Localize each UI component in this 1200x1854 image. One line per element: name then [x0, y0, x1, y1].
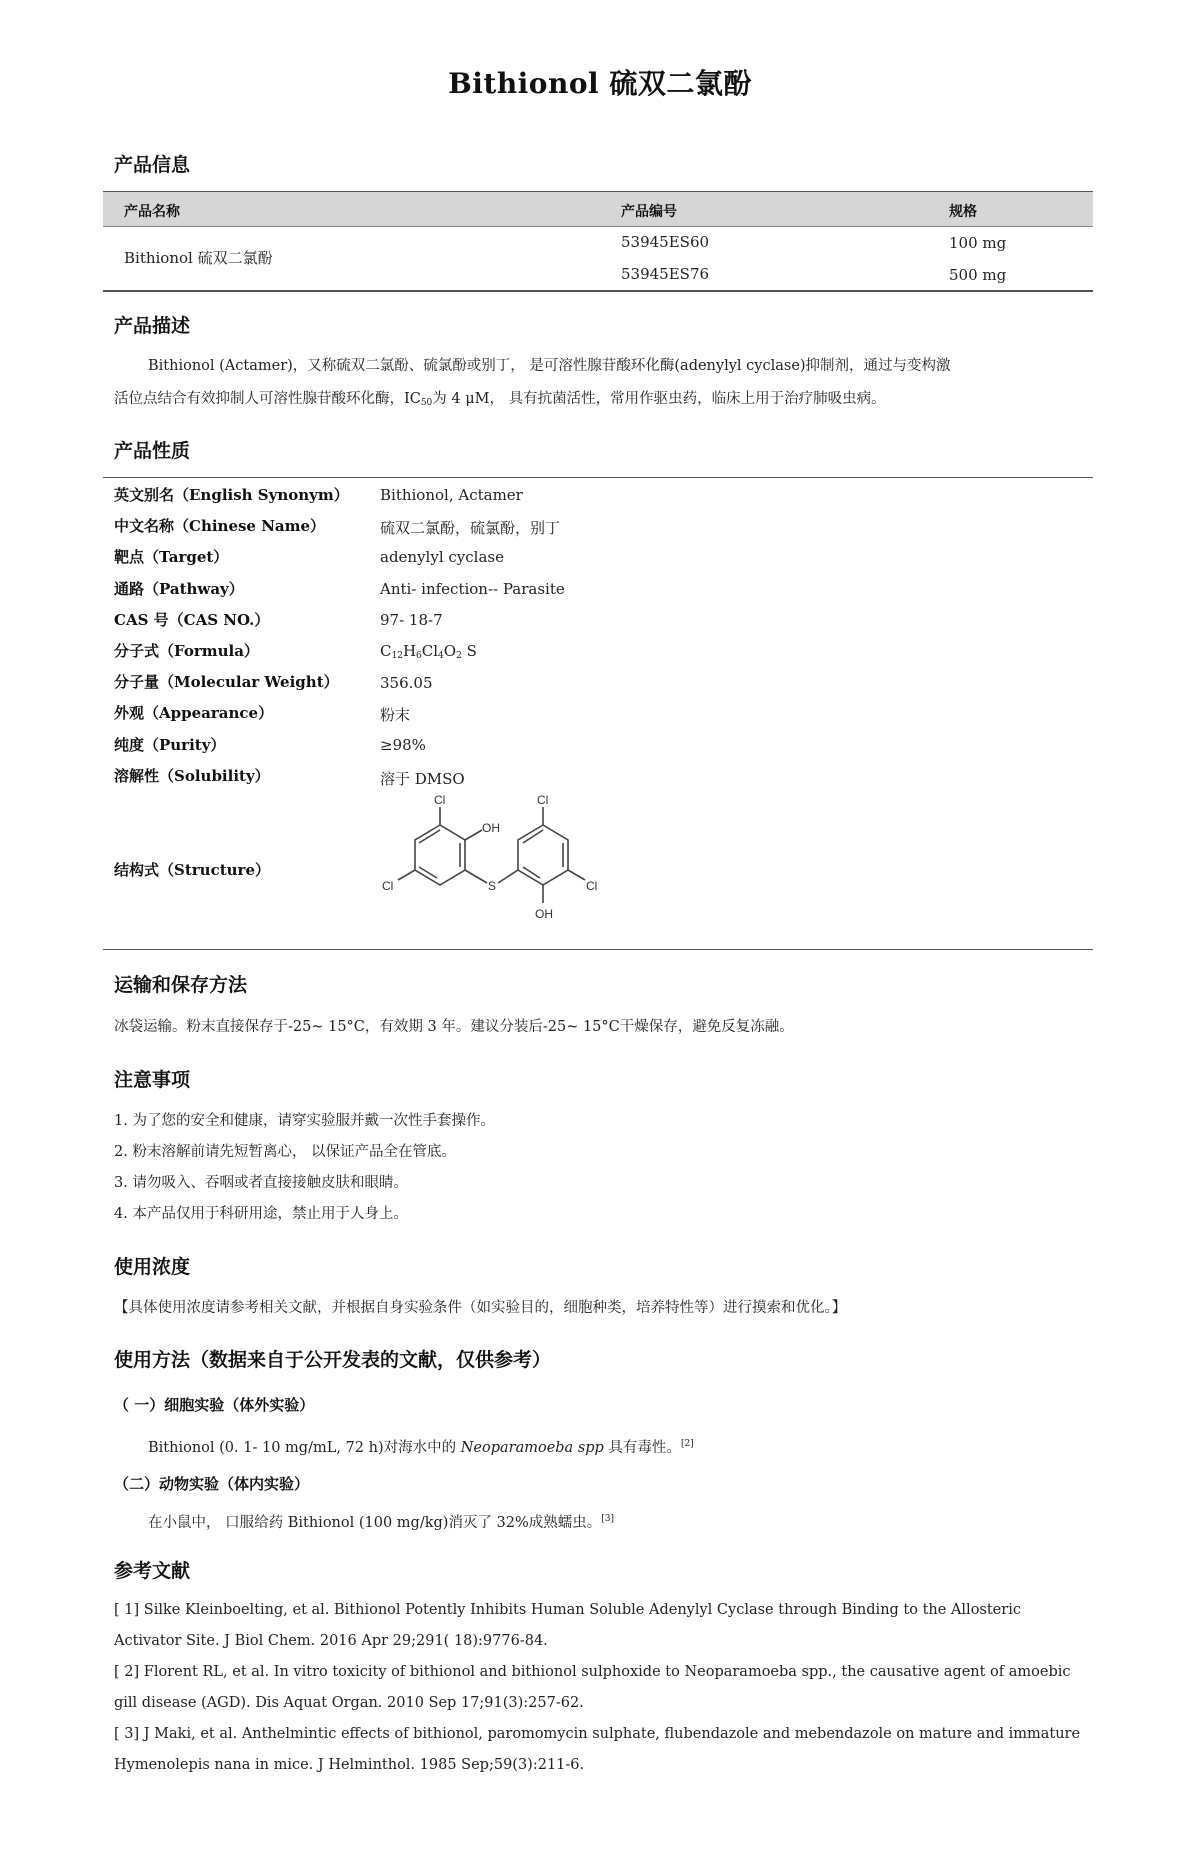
chemical-structure-diagram [370, 795, 620, 935]
section-product-info: 产品信息 [114, 154, 191, 176]
description-line-1: Bithionol (Actamer)，又称硫双二氯酚、硫氯酚或别丁， 是可溶性腺苷酸环化酶(adenylyl cyclase)抑制剂，通过与变构激 [148, 358, 951, 374]
section-description: 产品描述 [114, 315, 191, 337]
note-item-1: 1. 为了您的安全和健康，请穿实验服并戴一次性手套操作。 [114, 1113, 495, 1129]
prop-label-synonym: 英文别名（English Synonym） [114, 486, 349, 504]
prop-label-pathway: 通路（Pathway） [114, 580, 244, 598]
concentration-text: 【具体使用浓度请参考相关文献，并根据自身实验条件（如实验目的，细胞种类，培养特性等）进行摸索和优化。】 [114, 1300, 847, 1316]
atom-oh-left: OH [482, 821, 500, 835]
page-title: Bithionol 硫双二氯酚 [448, 67, 752, 100]
note-item-4: 4. 本产品仅用于科研用途，禁止用于人身上。 [114, 1206, 408, 1222]
prop-label-chinese-name: 中文名称（Chinese Name） [114, 517, 326, 535]
atom-oh-bottom: OH [535, 907, 553, 921]
atom-cl-bottom-left: Cl [382, 879, 394, 893]
section-properties: 产品性质 [114, 440, 191, 462]
citation-3: [3] [601, 1514, 615, 1524]
description-line-2: 活位点结合有效抑制人可溶性腺苷酸环化酶，$IC_{50}$为 4 μM， 具有抗菌活性，常用作驱虫药，临床上用于治疗肺吸虫病。 [114, 391, 886, 408]
prop-label-solubility: 溶解性（Solubility） [114, 767, 270, 785]
usage-animal-text: 在小鼠中， 口服给药 Bithionol (100 mg/kg)消灭了 32%成熟蠕虫。[3] [148, 1514, 615, 1531]
prop-value-mw: 356.05 [380, 674, 433, 692]
atom-cl-top-left: Cl [434, 795, 446, 807]
prop-value-appearance: 粉末 [380, 706, 411, 724]
atom-s: S [488, 879, 497, 893]
prop-value-pathway: Anti- infection-- Parasite [380, 580, 565, 598]
product-spec-1: 100 mg [949, 234, 1007, 252]
section-notes: 注意事项 [114, 1069, 191, 1091]
prop-label-formula: 分子式（Formula） [114, 642, 259, 660]
usage-cell-text: Bithionol (0. 1- 10 mg/mL, 72 h)对海水中的 Neoparamoeba spp 具有毒性。[2] [148, 1439, 694, 1456]
product-spec-2: 500 mg [949, 266, 1007, 284]
reference-2-line-2: gill disease (AGD). Dis Aquat Organ. 2010 Sep 17;91(3):257-62. [114, 1695, 584, 1711]
atom-cl-top-right: Cl [537, 795, 549, 807]
properties-top-rule [103, 477, 1093, 478]
reference-1-line-2: Activator Site. J Biol Chem. 2016 Apr 29;291( 18):9776-84. [114, 1633, 548, 1649]
note-item-3: 3. 请勿吸入、吞咽或者直接接触皮肤和眼睛。 [114, 1175, 408, 1191]
reference-2-line-1: [ 2] Florent RL, et al. In vitro toxicity of bithionol and bithionol sulphoxide to Neoparamoeba spp., the causative agent of amoebic [114, 1664, 1071, 1680]
product-table-header [103, 191, 1093, 227]
prop-value-target: adenylyl cyclase [380, 548, 504, 566]
product-table-bottom-rule [103, 290, 1093, 292]
prop-label-mw: 分子量（Molecular Weight） [114, 673, 339, 691]
note-item-2: 2. 粉末溶解前请先短暂离心， 以保证产品全在管底。 [114, 1144, 457, 1160]
product-name-cell: Bithionol 硫双二氯酚 [124, 249, 273, 267]
prop-label-target: 靶点（Target） [114, 548, 229, 566]
prop-value-cas: 97- 18-7 [380, 611, 443, 629]
reference-3-line-1: [ 3] J Maki, et al. Anthelmintic effects of bithionol, paromomycin sulphate, flubendazole and mebendazole on mature and immature [114, 1726, 1081, 1742]
prop-label-cas: CAS 号（CAS NO.） [114, 611, 270, 629]
section-usage: 使用方法（数据来自于公开发表的文献，仅供参考） [114, 1349, 552, 1371]
prop-value-synonym: Bithionol, Actamer [380, 486, 523, 504]
citation-2: [2] [680, 1439, 694, 1449]
section-references: 参考文献 [114, 1560, 191, 1582]
prop-label-purity: 纯度（Purity） [114, 736, 226, 754]
product-code-1: 53945ES60 [621, 233, 710, 251]
properties-bottom-rule [103, 949, 1093, 950]
usage-animal-title: （二）动物实验（体内实验） [114, 1475, 310, 1493]
prop-label-structure: 结构式（Structure） [114, 861, 270, 879]
prop-value-solubility: 溶于 DMSO [380, 770, 465, 788]
product-code-2: 53945ES76 [621, 265, 710, 283]
usage-cell-title: （ 一）细胞实验（体外实验） [114, 1396, 315, 1414]
header-product-code: 产品编号 [621, 204, 677, 220]
section-concentration: 使用浓度 [114, 1256, 191, 1278]
reference-1-line-1: [ 1] Silke Kleinboelting, et al. Bithionol Potently Inhibits Human Soluble Adenylyl Cyclase through Binding to the Allosteric [114, 1602, 1021, 1618]
prop-value-formula: $C_{12}H_6Cl_4O_2$ S [380, 642, 477, 661]
header-spec: 规格 [949, 204, 977, 220]
prop-label-appearance: 外观（Appearance） [114, 704, 274, 722]
reference-3-line-2: Hymenolepis nana in mice. J Helminthol. 1985 Sep;59(3):211-6. [114, 1757, 585, 1773]
section-storage: 运输和保存方法 [114, 974, 248, 996]
atom-cl-right: Cl [586, 879, 598, 893]
header-product-name: 产品名称 [124, 204, 180, 220]
prop-value-chinese-name: 硫双二氯酚，硫氯酚，别丁 [380, 519, 561, 537]
storage-text: 冰袋运输。粉末直接保存于-25~ 15°C，有效期 3 年。建议分装后-25~ 15°C干燥保存，避免反复冻融。 [114, 1019, 794, 1035]
prop-value-purity: ≥98% [380, 736, 426, 754]
